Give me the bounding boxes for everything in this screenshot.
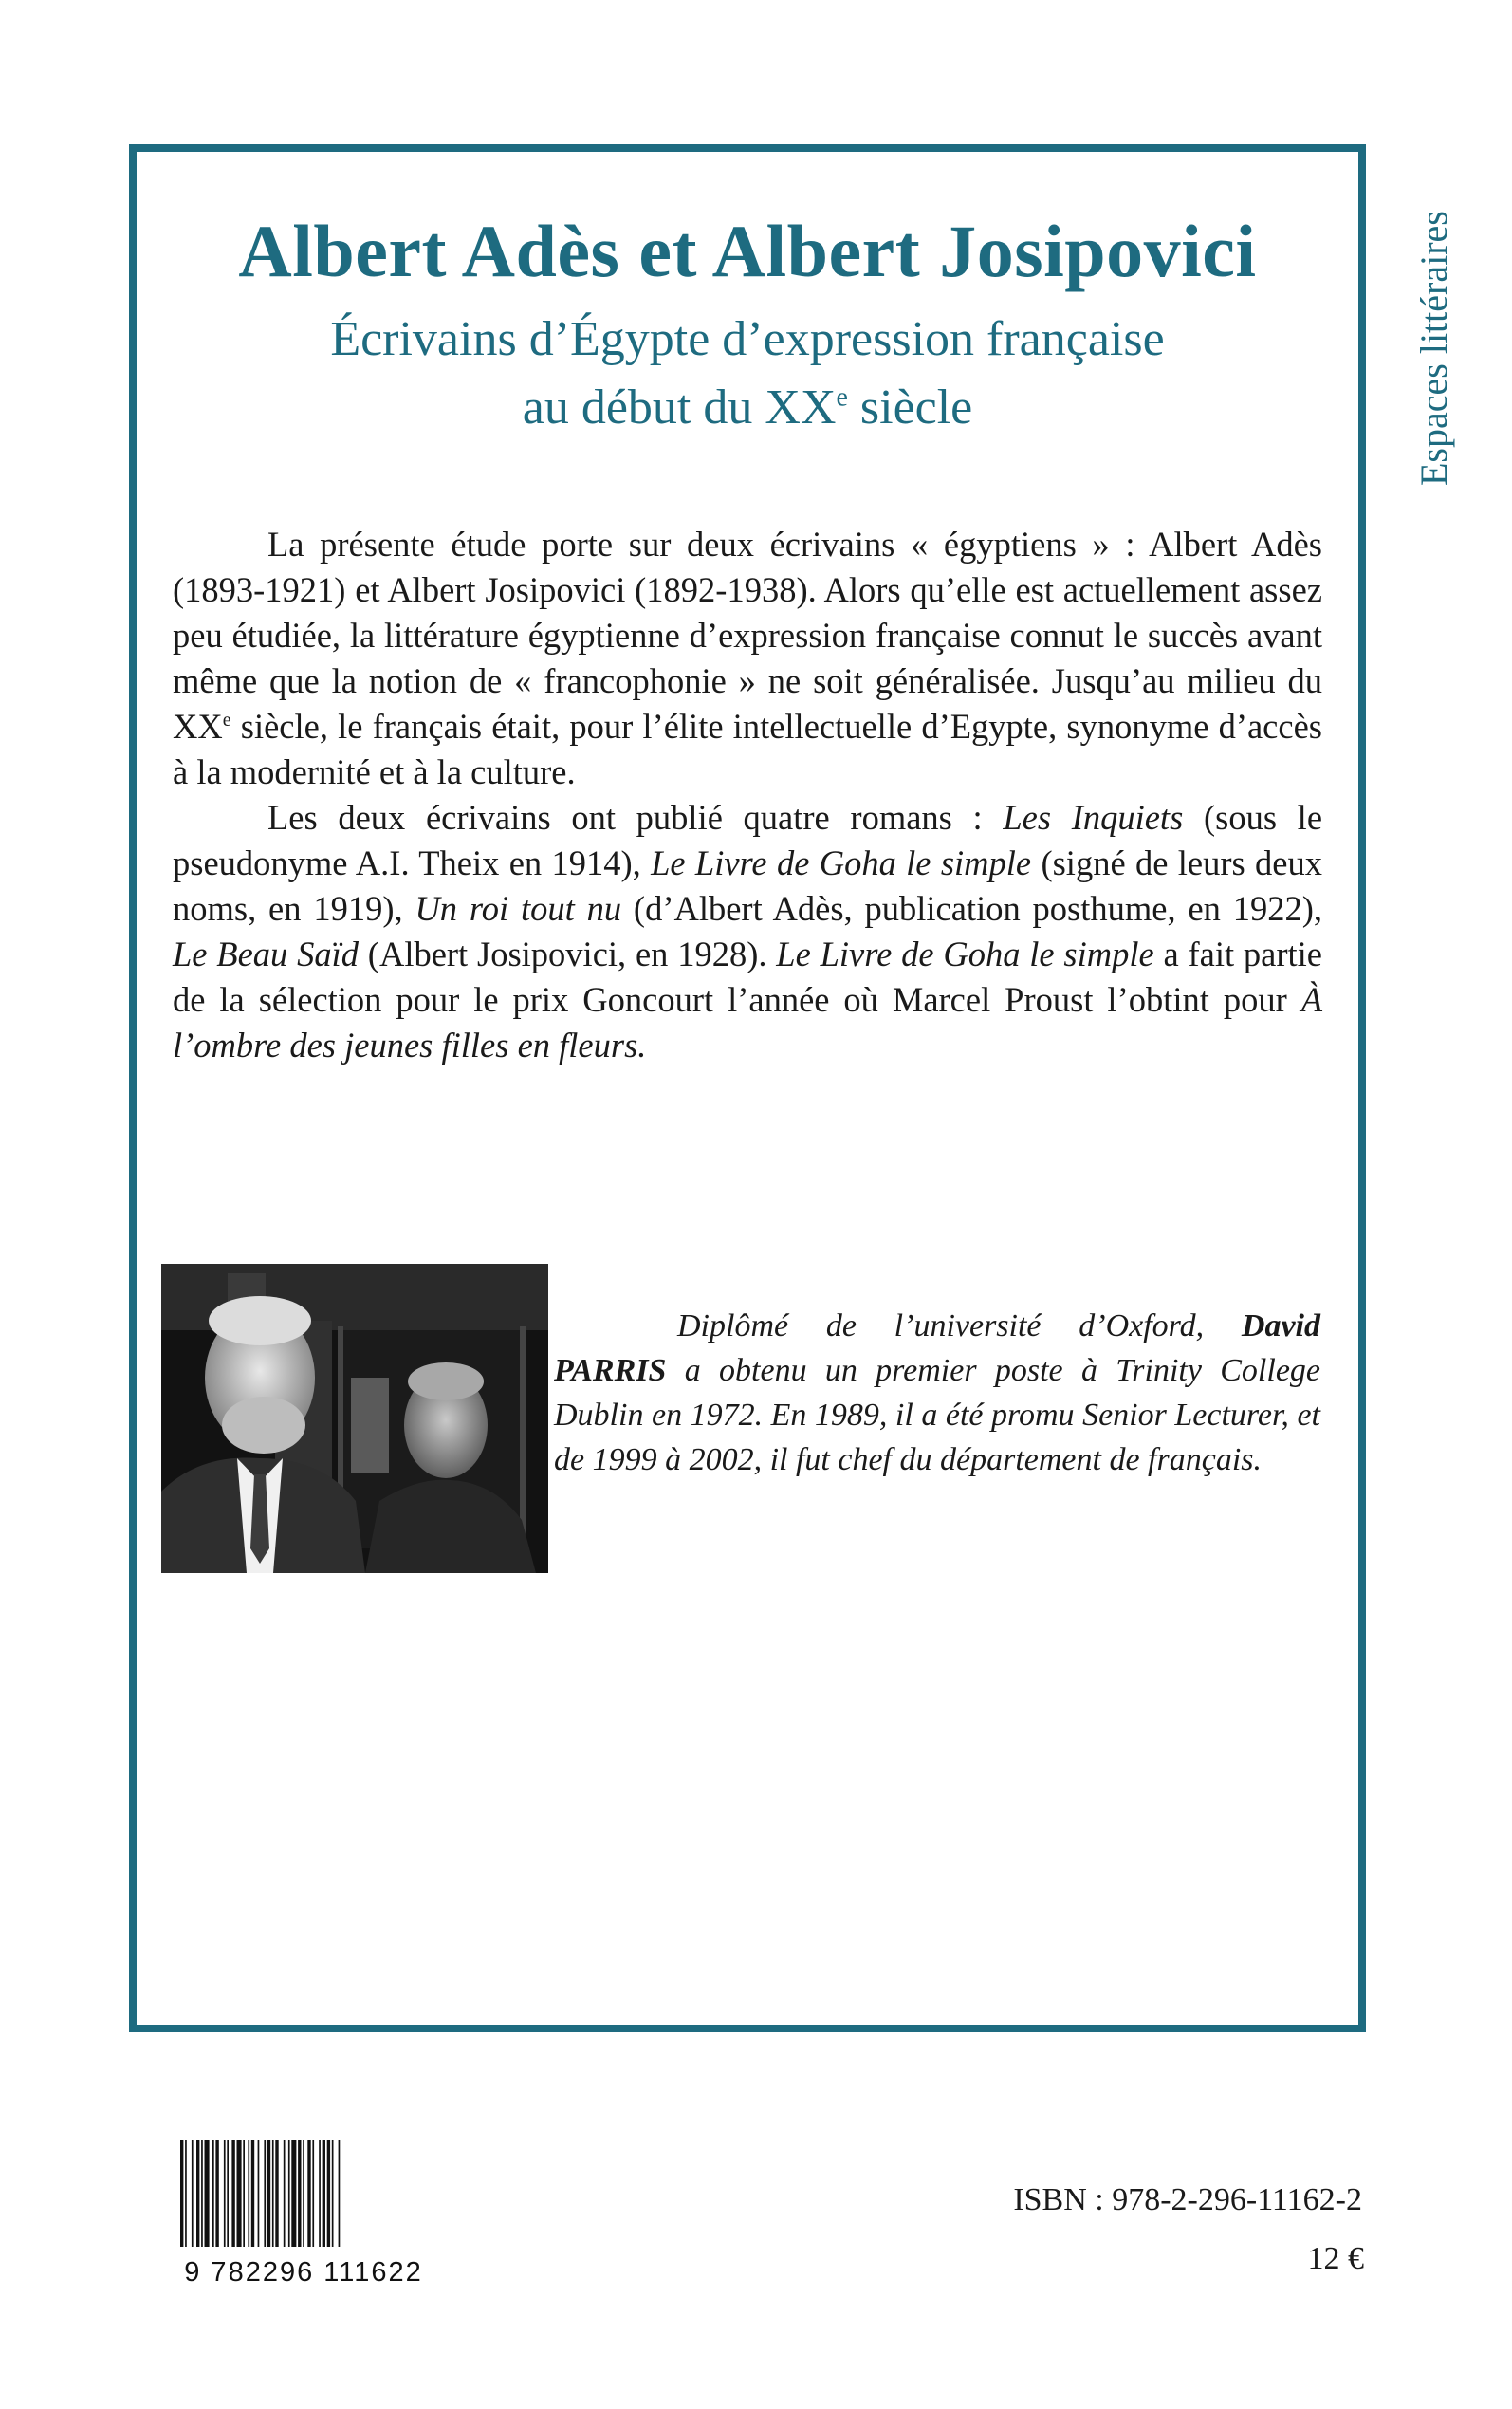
author-bio-paragraph [554,1304,1320,1482]
barcode-bar [237,2140,242,2247]
summary-text-run: a fait partie de la sélection pour le prix Goncourt l’année où Marcel Proust l’obtint pour [173,935,1323,1019]
barcode-bar [307,2140,310,2247]
isbn: ISBN : 978-2-296-11162-2 [1013,2182,1362,2217]
bio-text-run: a obtenu un premier poste à Trinity College Dublin en 1972. En 1989, il a été promu Senior Lecturer, et de 1999 à 2002, il fut chef du département de français. [554,1353,1320,1477]
barcode-bar [291,2140,296,2247]
cover-frame [129,144,1366,2032]
barcode-bars [180,2140,340,2247]
barcode-bar [267,2140,270,2247]
novel-title: Les Inquiets [1003,798,1184,837]
book-title: Albert Adès et Albert Josipovici [238,210,1257,292]
collection-name: Espaces littéraires [1412,211,1455,486]
barcode-bar [243,2140,245,2247]
novel-title: À l’ombre des jeunes filles en fleurs. [173,980,1322,1065]
barcode-bar [264,2140,266,2247]
author-photo-image [161,1264,548,1573]
subtitle-superscript: e [836,382,848,413]
subtitle-text: au début du XX [522,380,837,435]
summary-paragraph-1 [173,522,1322,795]
barcode-bar [298,2140,301,2247]
barcode-bar [224,2140,226,2247]
author-photo [161,1264,548,1573]
barcode-bar [227,2140,229,2247]
barcode-bar [231,2140,234,2247]
barcode-digits: 9 782296 111622 [184,2257,423,2285]
barcode-bar [332,2140,334,2247]
author-bio [554,1304,1320,1482]
collection-label [1387,135,1455,486]
barcode-bar [284,2140,286,2247]
barcode-bar [303,2140,304,2247]
barcode-bar [327,2140,330,2247]
summary-text-run: Les deux écrivains ont publié quatre romans : [267,798,1004,837]
barcode-bar [196,2140,199,2247]
barcode-bar [180,2140,183,2247]
bio-text-run: Diplômé de l’université d’Oxford, [677,1308,1242,1343]
subtitle-text-end: siècle [847,380,973,435]
book-subtitle-line1: Écrivains d’Égypte d’expression française [330,312,1165,366]
barcode-bar [212,2140,214,2247]
barcode-bar [258,2140,260,2247]
barcode-bar [339,2140,341,2247]
barcode-bar [205,2140,210,2247]
summary-text [173,522,1322,1068]
barcode-bar [288,2140,290,2247]
novel-title: Le Livre de Goha le simple [651,843,1032,882]
novel-title: Le Livre de Goha le simple [776,935,1154,973]
barcode [165,2140,442,2285]
barcode-bar [275,2140,278,2247]
summary-text-run: (sous le pseudonyme A.I. Theix en 1914), [173,798,1323,882]
barcode-bar [185,2140,187,2247]
barcode-bar [248,2140,249,2247]
barcode-bar [323,2140,325,2247]
barcode-bar [215,2140,218,2247]
novel-title: Un roi tout nu [415,889,622,928]
summary-text-run: (signé de leurs deux noms, en 1919), [173,843,1322,928]
barcode-bar [319,2140,321,2247]
barcode-bar [272,2140,274,2247]
price: 12 € [1307,2241,1364,2276]
barcode-bar [192,2140,194,2247]
summary-text-run: siècle, le français était, pour l’élite intellectuelle d’Egypte, synonyme d’accès à la modernité et à la culture. [173,707,1322,791]
summary-text-run: La présente étude porte sur deux écrivains « égyptiens » : Albert Adès (1893-1921) et Albert Josipovici (1892-1938). Alors qu’elle est actuellement assez peu étudiée, la littérature égyptienne d’expression française connut le succès avant même que la notion de « francophonie » ne soit généralisée. Jusqu’au milieu du XX [173,525,1322,746]
barcode-bar [251,2140,254,2247]
author-name: David PARRIS [554,1308,1320,1388]
summary-text-run: (Albert Josipovici, en 1928). [359,935,777,973]
summary-paragraph-2 [173,795,1322,1068]
summary-text-run: (d’Albert Adès, publication posthume, en 1922), [621,889,1322,928]
barcode-bar [201,2140,203,2247]
book-subtitle-line2 [137,380,1358,435]
barcode-bar [312,2140,314,2247]
novel-title: Le Beau Saïd [173,935,359,973]
century-superscript: e [222,709,231,731]
